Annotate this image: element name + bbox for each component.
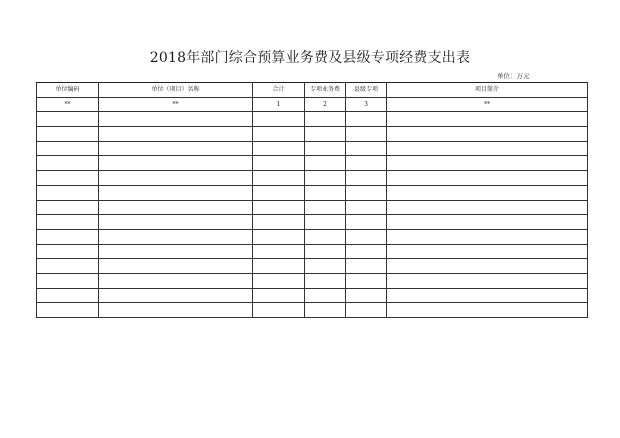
cell-county-special <box>346 141 387 156</box>
cell-unit-project-name <box>99 200 253 215</box>
cell-special-business-fee <box>305 156 346 171</box>
cell-unit-project-name <box>99 127 253 142</box>
cell-total <box>253 171 305 186</box>
cell-special-business-fee <box>305 244 346 259</box>
table-row <box>37 259 588 274</box>
table-row <box>37 97 588 112</box>
table-body <box>37 97 588 317</box>
cell-unit-project-name: ** <box>99 97 253 112</box>
cell-project-summary <box>387 215 588 230</box>
cell-project-summary <box>387 171 588 186</box>
cell-special-business-fee <box>305 141 346 156</box>
cell-total <box>253 244 305 259</box>
cell-unit-project-name <box>99 288 253 303</box>
cell-special-business-fee <box>305 185 346 200</box>
cell-unit-code <box>37 303 99 318</box>
cell-total <box>253 185 305 200</box>
table-row <box>37 171 588 186</box>
cell-project-summary <box>387 156 588 171</box>
cell-unit-code <box>37 288 99 303</box>
cell-unit-code <box>37 273 99 288</box>
table-row <box>37 156 588 171</box>
cell-project-summary <box>387 112 588 127</box>
cell-county-special <box>346 171 387 186</box>
cell-county-special <box>346 273 387 288</box>
cell-county-special <box>346 288 387 303</box>
cell-project-summary <box>387 229 588 244</box>
cell-unit-code <box>37 259 99 274</box>
cell-unit-code <box>37 244 99 259</box>
cell-project-summary: ** <box>387 97 588 112</box>
column-header-project-summary: 项目简介 <box>387 83 588 98</box>
cell-unit-code <box>37 141 99 156</box>
cell-special-business-fee <box>305 200 346 215</box>
unit-label: 单位：万元 <box>497 72 530 80</box>
cell-unit-project-name <box>99 112 253 127</box>
page-title: 2018年部门综合预算业务费及县级专项经费支出表 <box>149 50 471 66</box>
cell-project-summary <box>387 200 588 215</box>
cell-total: 1 <box>253 97 305 112</box>
cell-special-business-fee <box>305 112 346 127</box>
cell-county-special <box>346 156 387 171</box>
cell-unit-code <box>37 112 99 127</box>
cell-unit-project-name <box>99 171 253 186</box>
column-header-unit-project-name: 单位（项目）名称 <box>99 83 253 98</box>
cell-unit-project-name <box>99 215 253 230</box>
cell-unit-project-name <box>99 156 253 171</box>
table-row <box>37 127 588 142</box>
cell-unit-project-name <box>99 185 253 200</box>
cell-county-special <box>346 259 387 274</box>
cell-special-business-fee <box>305 229 346 244</box>
cell-total <box>253 288 305 303</box>
cell-county-special <box>346 229 387 244</box>
cell-total <box>253 200 305 215</box>
cell-special-business-fee <box>305 273 346 288</box>
column-header-total: 合计 <box>253 83 305 98</box>
cell-special-business-fee: 2 <box>305 97 346 112</box>
cell-unit-project-name <box>99 273 253 288</box>
cell-project-summary <box>387 185 588 200</box>
cell-unit-project-name <box>99 229 253 244</box>
column-header-county-special: 县级专项 <box>346 83 387 98</box>
cell-county-special <box>346 215 387 230</box>
cell-unit-code <box>37 215 99 230</box>
cell-special-business-fee <box>305 288 346 303</box>
cell-total <box>253 127 305 142</box>
column-header-unit-code: 单位编码 <box>37 83 99 98</box>
cell-project-summary <box>387 259 588 274</box>
cell-project-summary <box>387 141 588 156</box>
cell-special-business-fee <box>305 303 346 318</box>
cell-project-summary <box>387 288 588 303</box>
cell-project-summary <box>387 273 588 288</box>
cell-county-special <box>346 303 387 318</box>
table-row <box>37 273 588 288</box>
cell-unit-project-name <box>99 303 253 318</box>
cell-total <box>253 112 305 127</box>
cell-county-special <box>346 200 387 215</box>
column-header-special-business-fee: 专项业务费 <box>305 83 346 98</box>
table-row <box>37 288 588 303</box>
cell-unit-code <box>37 200 99 215</box>
table-row <box>37 244 588 259</box>
cell-unit-project-name <box>99 244 253 259</box>
cell-project-summary <box>387 244 588 259</box>
header-row <box>37 83 588 98</box>
cell-total <box>253 303 305 318</box>
cell-county-special <box>346 185 387 200</box>
cell-special-business-fee <box>305 171 346 186</box>
cell-special-business-fee <box>305 259 346 274</box>
table-row <box>37 215 588 230</box>
table-row <box>37 112 588 127</box>
cell-unit-code: ** <box>37 97 99 112</box>
cell-county-special: 3 <box>346 97 387 112</box>
cell-total <box>253 215 305 230</box>
cell-unit-code <box>37 156 99 171</box>
cell-total <box>253 229 305 244</box>
cell-county-special <box>346 244 387 259</box>
cell-special-business-fee <box>305 215 346 230</box>
cell-total <box>253 273 305 288</box>
cell-project-summary <box>387 303 588 318</box>
cell-county-special <box>346 127 387 142</box>
cell-county-special <box>346 112 387 127</box>
cell-unit-code <box>37 229 99 244</box>
cell-total <box>253 156 305 171</box>
expenditure-table <box>36 82 588 318</box>
table-header <box>37 83 588 98</box>
table-row <box>37 185 588 200</box>
table-row <box>37 229 588 244</box>
cell-unit-code <box>37 171 99 186</box>
table-row <box>37 303 588 318</box>
cell-unit-code <box>37 127 99 142</box>
table-row <box>37 141 588 156</box>
cell-unit-project-name <box>99 259 253 274</box>
cell-total <box>253 259 305 274</box>
cell-total <box>253 141 305 156</box>
cell-unit-project-name <box>99 141 253 156</box>
cell-special-business-fee <box>305 127 346 142</box>
cell-unit-code <box>37 185 99 200</box>
cell-project-summary <box>387 127 588 142</box>
table-row <box>37 200 588 215</box>
